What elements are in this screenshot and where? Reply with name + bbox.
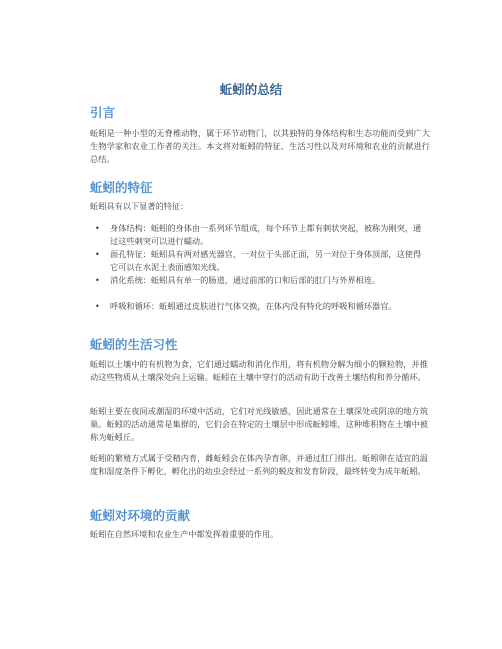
features-intro: 蚯蚓具有以下显著的特征： — [90, 201, 189, 211]
feature-bullet-item — [95, 248, 422, 274]
section-heading-features: 蚯蚓的特征 — [90, 180, 153, 195]
section-heading-habits: 蚯蚓的生活习性 — [90, 337, 178, 352]
contribution-paragraph: 蚯蚓在自然环境和农业生产中都发挥着重要的作用。 — [90, 529, 279, 539]
feature-bullet-text: 面孔特征：蚯蚓具有两对感光器官，一对位于头部正面，另一对位于身体顶部，这使得它可以在水泥土表面感知光线。 — [110, 249, 422, 272]
habits-paragraph: 蚯蚓主要在夜间或潮湿的环境中活动，它们对光线敏感，因此通常在土壤深处或阴凉的地方筑巢。蚯蚓的活动通常是集群的，它们会在特定的土壤层中形成蚯蚓堆，这种堆积物在土壤中被称为蚯蚓丘。 — [90, 406, 428, 442]
bullet-icon: • — [95, 250, 100, 259]
habits-paragraph: 蚯蚓以土壤中的有机物为食，它们通过蠕动和消化作用，将有机物分解为细小的颗粒物，并推动这些物质从土壤深处向上运输。蚯蚓在土壤中穿行的活动有助于改善土壤结构和养分循环。 — [90, 359, 428, 382]
feature-bullet-item — [95, 222, 422, 248]
feature-bullet-item — [95, 274, 422, 287]
document-title: 蚯蚓的总结 — [219, 82, 283, 97]
feature-bullet-text: 身体结构：蚯蚓的身体由一系列环节组成，每个环节上都有刺状突起，被称为刚突，通过这些刺突可以进行蠕动。 — [110, 223, 422, 246]
section-heading-intro: 引言 — [90, 105, 116, 120]
feature-bullet-text: 消化系统：蚯蚓具有单一的肠道，通过前部的口和后部的肛门与外界相连。 — [110, 275, 381, 285]
feature-bullet-item — [95, 300, 422, 313]
intro-paragraph: 蚯蚓是一种小型的无脊椎动物，属于环节动物门，以其独特的身体结构和生态功能而受到广大生物学家和农业工作者的关注。本文将对蚯蚓的特征、生活习性以及对环境和农业的贡献进行总结。 — [90, 128, 430, 164]
habits-paragraph: 蚯蚓的繁殖方式属于受精内育，雌蚯蚓会在体内孕育卵，并通过肛门排出。蚯蚓卵在适宜的温度和湿度条件下孵化，孵化出的幼虫会经过一系列的蜕皮和发育阶段，最终转变为成年蚯蚓。 — [90, 453, 428, 476]
bullet-icon: • — [95, 276, 100, 285]
feature-bullet-text: 呼吸和循环：蚯蚓通过皮肤进行气体交换，在体内没有特化的呼吸和循环器官。 — [110, 301, 397, 311]
section-heading-contribution: 蚯蚓对环境的贡献 — [90, 508, 191, 523]
bullet-icon: • — [95, 302, 100, 311]
bullet-icon: • — [95, 224, 100, 233]
